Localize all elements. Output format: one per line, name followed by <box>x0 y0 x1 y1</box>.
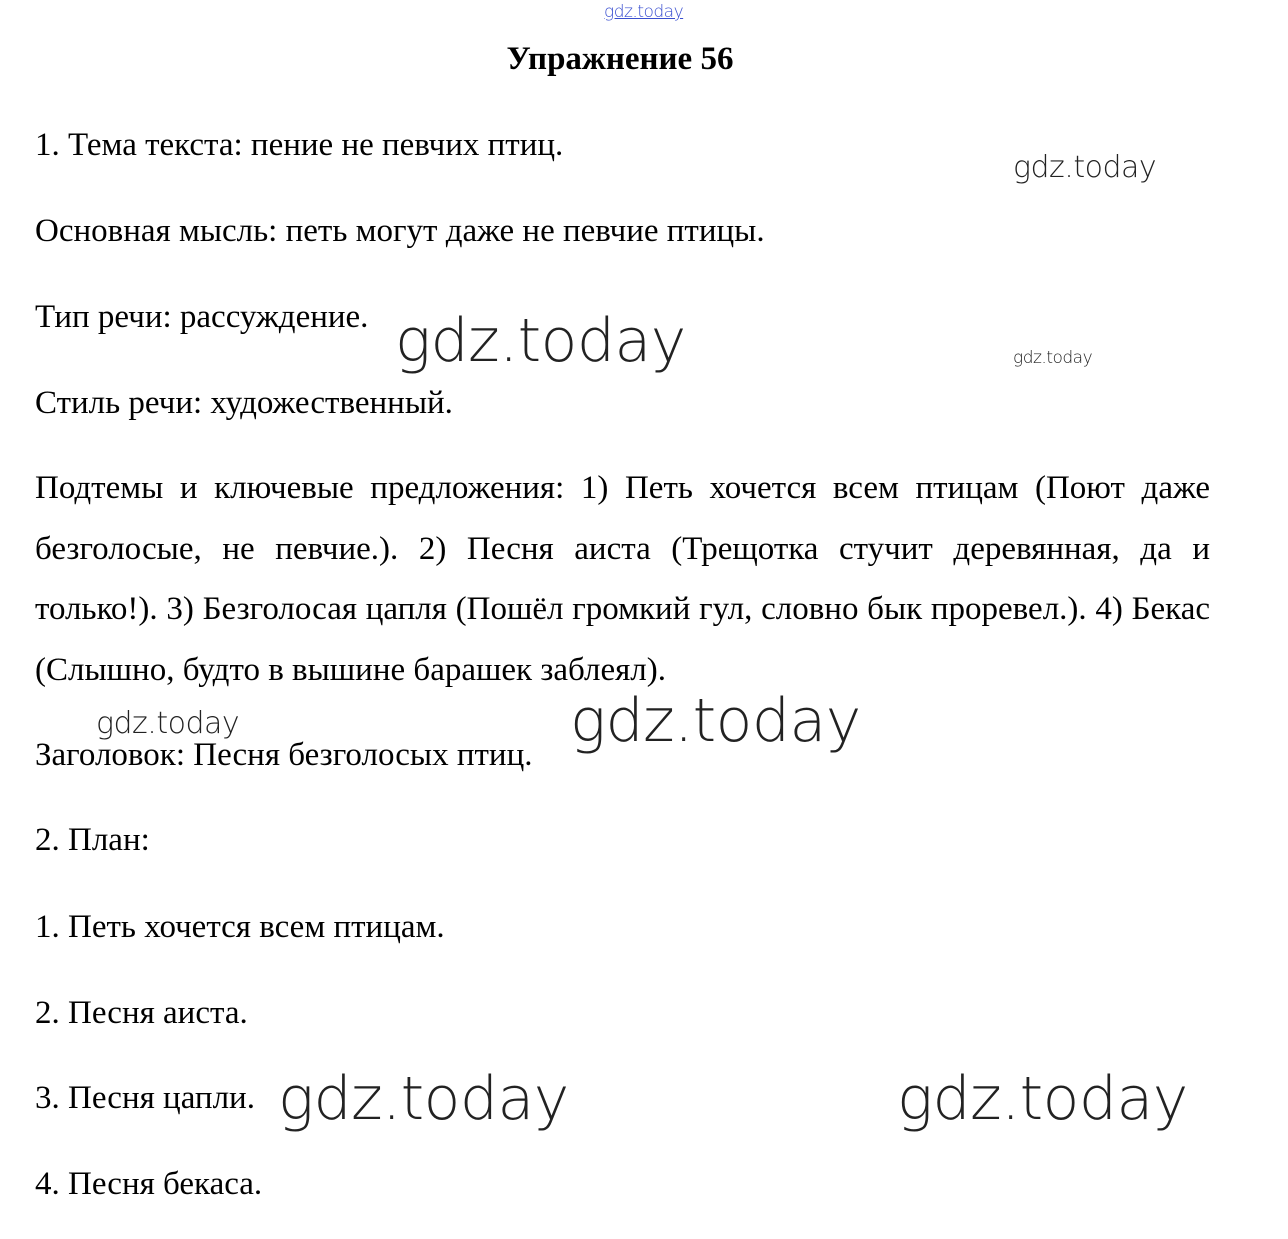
subtopics-paragraph: Подтемы и ключевые предложения: 1) Петь хочется всем птицам (Поют даже безголосые, не певчие.). 2) Песня аиста (Трещотка стучит деревянная, да и только!). 3) Безголосая цапля (Пошёл громкий гул, словно бык проревел.). 4) Бекас (Слышно, будто в вышине барашек заблеял). <box>35 470 1210 688</box>
main-idea-line: Основная мысль: петь могут даже не певчие птицы. <box>35 213 765 249</box>
speech-type-line: Тип речи: рассуждение. <box>35 299 369 335</box>
page-title: Упражнение 56 <box>506 41 734 77</box>
watermark-top-link[interactable]: gdz.today <box>604 2 684 22</box>
plan-item: 1. Петь хочется всем птицам. <box>35 909 445 945</box>
watermark-text: gdz.today <box>278 1064 569 1134</box>
watermark-text: gdz.today <box>1013 150 1157 185</box>
watermark-text: gdz.today <box>897 1064 1188 1134</box>
speech-style-line: Стиль речи: художественный. <box>35 385 453 421</box>
plan-item: 4. Песня бекаса. <box>35 1166 263 1202</box>
watermark-text: gdz.today <box>570 686 861 756</box>
plan-item: 2. Песня аиста. <box>35 995 248 1031</box>
watermark-text: gdz.today <box>96 706 240 741</box>
topic-line: 1. Тема текста: пение не певчих птиц. <box>35 127 564 163</box>
plan-item: 3. Песня цапли. <box>35 1080 255 1116</box>
watermark-text: gdz.today <box>395 306 686 376</box>
watermark-text: gdz.today <box>1013 348 1093 368</box>
heading-line: Заголовок: Песня безголосых птиц. <box>35 737 533 773</box>
plan-label: 2. План: <box>35 822 150 858</box>
